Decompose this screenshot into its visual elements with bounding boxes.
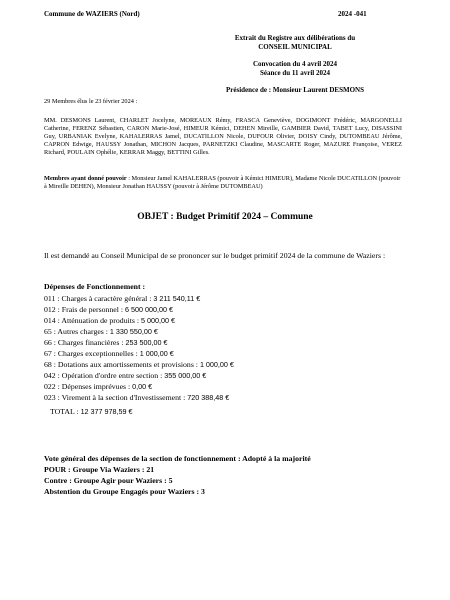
expense-line: 65 : Autres charges : 1 330 550,00 € [44, 327, 158, 336]
proxies [44, 175, 402, 191]
expense-line: 023 : Virement à la section d'Investissement : 720 388,48 € [44, 393, 230, 402]
convocation-date: Convocation du 4 avril 2024 [252, 60, 337, 68]
expense-line: 68 : Dotations aux amortissements et provisions : 1 000,00 € [44, 360, 234, 369]
vote-pour: POUR : Groupe Via Waziers : 21 [44, 465, 155, 474]
expenses-total [50, 406, 133, 417]
vote-abstention: Abstention du Groupe Engagés pour Waziers : 3 [44, 487, 205, 496]
expenses-list [44, 293, 234, 403]
total-amount: 12 377 978,59 € [80, 407, 133, 416]
document-reference: 2024 -041 [338, 10, 367, 18]
extract-line-2: CONSEIL MUNICIPAL [258, 43, 332, 51]
seance-date: Séance du 11 avril 2024 [259, 69, 330, 77]
members-present: MM. DESMONS Laurent, CHARLET Jocelyne, MOREAUX Rémy, FRASCA Geneviève, DOGIMONT Frédéric, MARGONELLI Catherine, FERENZ Sébastien, CARON Marie-José, HIMEUR Kémici, DEHEN Mireille, GAMBIER David, TABET Lucy, DISASSINI Guy, URBANIAK Evelyne, KAHALERRAS Jamel, DUCATILLON Nicole, DUFOUR Olivier, DOISY Cindy, DUTOMBEAU Jérôme, CAPRON Edwige, HAUSSY Jonathan, MICHON Jacques, PARNETZKI Claudine, MASCARTE Roger, MAZURE Françoise, VEREZ Richard, POULAIN Ophélie, KERRAR Maggy, BETTINI Gilles. [44, 117, 402, 156]
expense-line: 67 : Charges exceptionnelles : 1 000,00 € [44, 349, 174, 358]
commune-header: Commune de WAZIERS (Nord) [44, 10, 140, 18]
members-elected: 29 Membres élus le 23 février 2024 : [44, 98, 138, 105]
expense-line: 022 : Dépenses imprévues : 0,00 € [44, 382, 153, 391]
vote-general: Vote général des dépenses de la section de fonctionnement : Adopté à la majorité [44, 454, 311, 463]
presidence: Présidence de : Monsieur Laurent DESMONS [226, 86, 364, 94]
extract-line-1: Extrait du Registre aux délibérations du [234, 34, 356, 42]
expense-line: 012 : Frais de personnel : 6 500 000,00 € [44, 305, 173, 314]
expense-line: 042 : Opération d'ordre entre section : 355 000,00 € [44, 371, 207, 380]
expense-line: 66 : Charges financières : 253 500,00 € [44, 338, 168, 347]
proxies-label: Membres ayant donné pouvoir [44, 175, 127, 182]
total-label: TOTAL : [50, 407, 81, 416]
intro-paragraph: Il est demandé au Conseil Municipal de se prononcer sur le budget primitif 2024 de la commune de Waziers : [44, 251, 386, 260]
expenses-title: Dépenses de Fonctionnement : [44, 282, 146, 291]
vote-contre: Contre : Groupe Agir pour Waziers : 5 [44, 476, 173, 485]
expense-line: 011 : Charges à caractère général : 3 211 540,11 € [44, 294, 201, 303]
expense-line: 014 : Atténuation de produits : 5 000,00 € [44, 316, 176, 325]
proxies-text: : Monsieur Jamel KAHALERRAS (pouvoir à Kémici HIMEUR), Madame Nicole DUCATILLON (pouvoir à Mireille DEHEN), Monsieur Jonathan HAUSSY (pouvoir à Jérôme DUTOMBEAU) [44, 175, 401, 190]
objet-title: OBJET : Budget Primitif 2024 – Commune [137, 212, 313, 222]
